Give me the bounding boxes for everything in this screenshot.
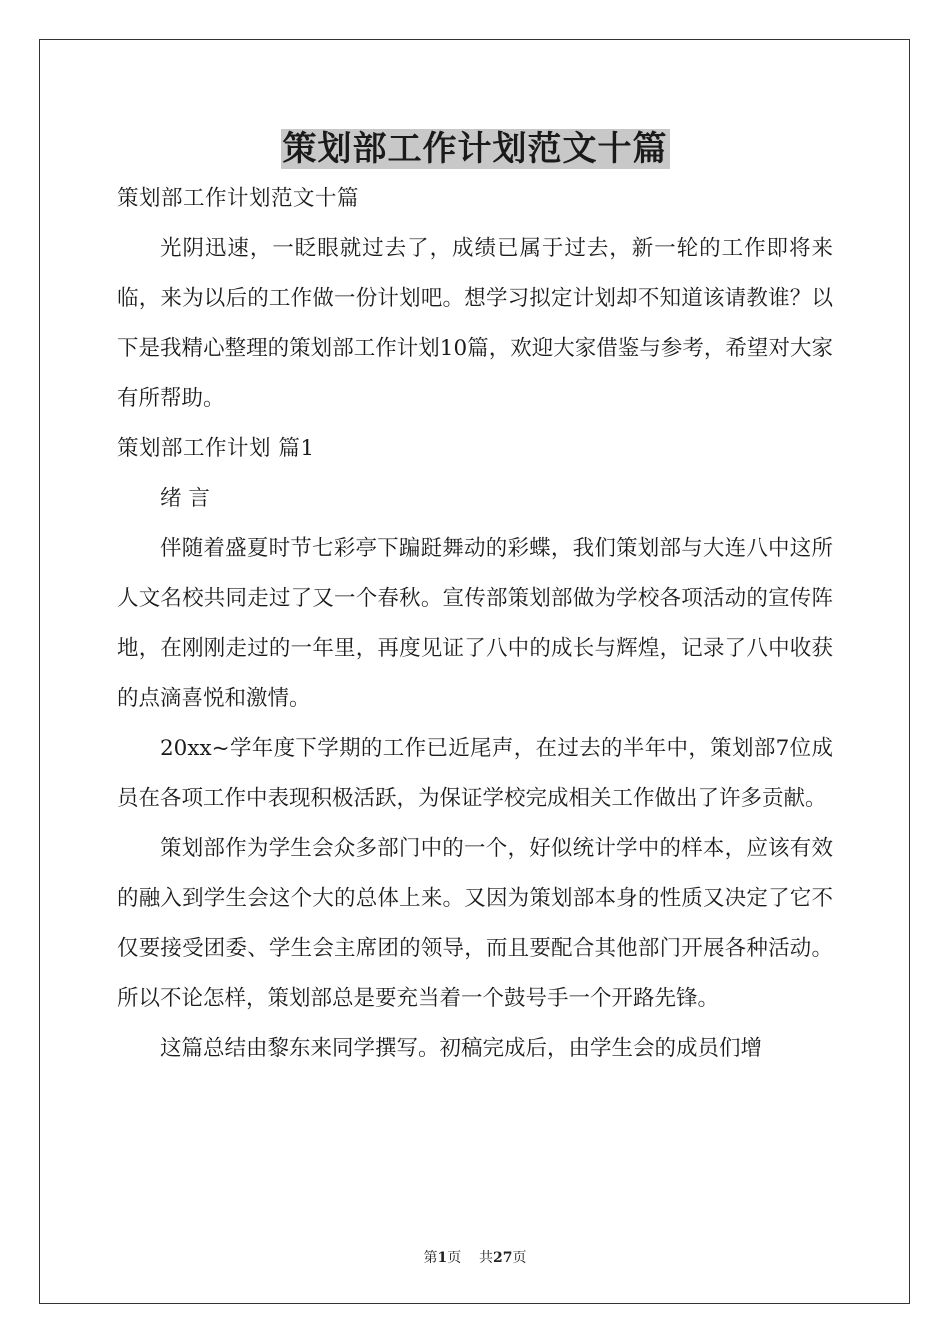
page-number: 1 <box>437 1250 448 1266</box>
body-paragraph: 20xx~学年度下学期的工作已近尾声，在过去的半年中，策划部7位成员在各项工作中表现积极活跃，为保证学校完成相关工作做出了许多贡献。 <box>117 736 833 811</box>
subtitle-line: 策划部工作计划范文十篇 <box>117 186 360 211</box>
total-pages: 27 <box>493 1250 513 1266</box>
page-footer <box>0 1248 950 1268</box>
document-title-text: 策划部工作计划范文十篇 <box>282 129 668 169</box>
body-paragraph: 伴随着盛夏时节七彩亭下蹁跹舞动的彩蝶，我们策划部与大连八中这所人文名校共同走过了又一个春秋。宣传部策划部做为学校各项活动的宣传阵地，在刚刚走过的一年里，再度见证了八中的成长与辉煌，记录了八中收获的点滴喜悦和激情。 <box>117 536 833 711</box>
document-title <box>0 124 950 174</box>
body-paragraph: 这篇总结由黎东来同学撰写。初稿完成后，由学生会的成员们增 <box>160 1036 763 1061</box>
preface-heading: 绪 言 <box>160 486 210 511</box>
body-paragraph: 策划部作为学生会众多部门中的一个，好似统计学中的样本，应该有效的融入到学生会这个大的总体上来。又因为策划部本身的性质又决定了它不仅要接受团委、学生会主席团的领导，而且要配合其他部门开展各种活动。所以不论怎样，策划部总是要充当着一个鼓号手一个开路先锋。 <box>117 836 833 1011</box>
section-heading: 策划部工作计划 篇1 <box>117 436 315 461</box>
document-body <box>117 174 833 1074</box>
intro-paragraph: 光阴迅速，一眨眼就过去了，成绩已属于过去，新一轮的工作即将来临，来为以后的工作做一份计划吧。想学习拟定计划却不知道该请教谁？以下是我精心整理的策划部工作计划10篇，欢迎大家借鉴与参考，希望对大家有所帮助。 <box>117 236 833 411</box>
page-suffix: 页 <box>447 1250 462 1266</box>
page-prefix: 第 <box>423 1250 438 1266</box>
total-prefix: 共 <box>479 1250 494 1266</box>
total-suffix: 页 <box>512 1250 527 1266</box>
